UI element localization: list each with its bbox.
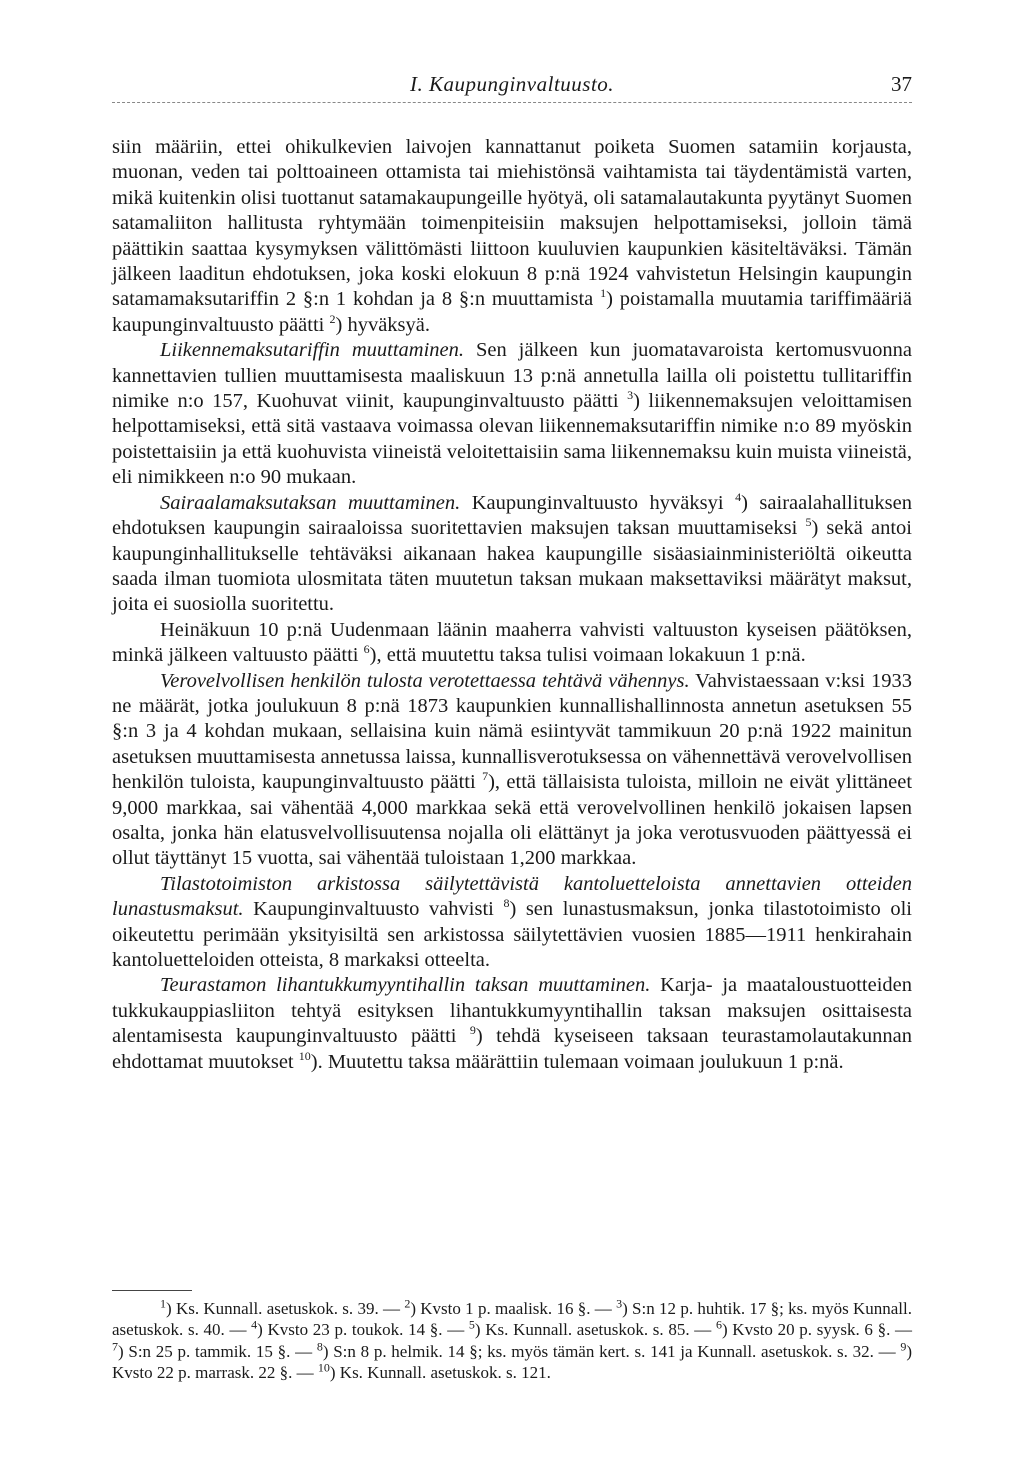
paragraph [112,135,912,338]
footnote-ref: 5 [805,515,812,530]
text-run: ) sairaalahallituksen ehdotuksen kaupungin sairaaloissa suoritettavien maksujen taksan muuttamiseksi [112,491,912,540]
text-run: ) poistamalla muutamia tariffimääriä kaupunginvaltuusto päätti [112,288,912,336]
text-run: ), että muutettu taksa tulisi voimaan lokakuun 1 p:nä. [369,644,806,667]
text-run: ) Kvsto 23 p. toukok. 14 §. — [257,1320,469,1340]
footnote-ref: 8 [316,1339,323,1354]
text-run: ) Ks. Kunnall. asetuskok. s. 121. [329,1363,551,1383]
footnote-ref: 2 [404,1296,411,1311]
text-run: ) S:n 25 p. tammik. 15 §. — [118,1341,317,1361]
paragraph [112,338,912,490]
section-heading: Tilastotoimiston arkistossa säilytettävistä kantoluetteloista annettavien otteiden lunastusmaksut. [112,872,912,921]
section-heading: Sairaalamaksutaksan muuttaminen. [160,491,461,514]
footnote-ref: 7 [482,769,489,784]
text-run: Sen jälkeen kun juomatavaroista kertomusvuonna kannettavien tullien muuttamisesta maaliskuun 13 p:nä annetulla lailla oli poistettu tullitariffin nimike n:o 157, Kuohuvat viinit, kaupunginvaltuusto päätti [112,339,912,413]
text-run: Kaupunginvaltuusto hyväksyi [460,491,736,514]
footnote-ref: 5 [468,1317,475,1332]
text-run: siin määriin, ettei ohikulkevien laivojen kannattanut poiketa Suomen satamiin korjausta, muonan, veden tai polttoaineen ottamista tai miehistönsä vaihtamista tai täydentämistä varten, mikä kuitenkin olisi tuottanut satamakaupungeille hyötyä, oli satamalautakunta pyytänyt Suomen satamaliiton hallitusta ryhtymään toimenpiteisiin maksujen helpottamiseksi, jolloin tämä päättikin saattaa kysymyksen välittömästi liittoon kuuluvien kaupunkien käsiteltäväksi. Tämän jälkeen laaditun ehdotuksen, joka koski elokuun 8 p:nä 1924 vahvistetun Helsingin kaupungin satamamaksutariffin 2 §:n 1 kohdan ja 8 §:n muuttamista [112,136,912,311]
text-run: ) sen lunastusmaksun, jonka tilastotoimisto oli oikeutettu perimään yksityisiltä sen arkistossa säilytettävien vuosien 1885—1911 henkirahain kantoluetteloiden otteista, 8 markaksi otteelta. [112,898,912,971]
footnote-separator [112,1290,192,1291]
footnote-ref: 2 [329,312,336,327]
paragraph [112,618,912,669]
running-title: I. Kaupunginvaltuusto. [409,72,615,96]
footnotes [112,1298,912,1384]
text-run: Kaupunginvaltuusto vahvisti [243,898,504,921]
body-text [112,135,912,1075]
page-number: 37 [891,72,912,96]
footnote-ref: 6 [715,1317,722,1332]
footnote-ref: 3 [616,1296,623,1311]
text-run: ) tehdä kyseiseen taksaan teurastamolautakunnan ehdottamat muutokset [112,1025,913,1073]
footnote-ref: 9 [900,1339,907,1354]
footnote-ref: 7 [112,1339,118,1354]
section-heading: Verovelvollisen henkilön tulosta verotettaessa tehtävä vähennys. [160,669,690,692]
footnote-ref: 6 [363,642,370,657]
paragraph [112,669,912,872]
paragraph [112,872,912,974]
text-run: ) sekä antoi kaupunginhallitukselle tehtäväksi aikanaan hakea kaupungille sisäasiainministeriöltä oikeutta saada ilman tuomiota ulosmitata täten muutetun taksan mukaan maksettaviksi määrätyt maksut, joita ei suosiolla suoritettu. [112,517,912,616]
text-run: ). Muutettu taksa määrättiin tulemaan voimaan joulukuun 1 p:nä. [310,1050,844,1073]
text-run: ) Kvsto 1 p. maalisk. 16 §. — [410,1299,617,1318]
section-heading: Teurastamon lihantukkumyyntihallin taksan muuttaminen. [160,974,651,997]
footnote-ref: 1 [600,286,607,301]
footnote-ref: 9 [469,1023,476,1038]
text-run: ) Ks. Kunnall. asetuskok. s. 85. — [474,1320,716,1340]
text-run: Vahvistaessaan v:ksi 1933 ne määrät, jotka joulukuun 8 p:nä 1873 kaupunkien kunnallishallinnosta annetun asetuksen 55 §:n 3 ja 4 kohdan mukaan, sellaisina kuin nämä esiintyvät tammikuun 20 p:nä 1922 mainitun asetuksen muuttamisesta annetussa laissa, kunnallisverotuksessa on vähennettävä verovelvollisen henkilön tuloista, kaupunginvaltuusto päätti [112,669,912,794]
section-heading: Liikennemaksutariffin muuttaminen. [160,339,465,362]
text-run: ) Ks. Kunnall. asetuskok. s. 39. — [166,1299,405,1318]
footnote-ref: 10 [298,1048,311,1063]
text-run: Karja- ja maataloustuotteiden tukkukauppiasliiton tehtyä esityksen lihantukkumyyntihallin taksan maksujen osittaisesta alentamisesta kaupunginvaltuusto päätti [112,974,912,1048]
text-run: Heinäkuun 10 p:nä Uudenmaan läänin maaherra vahvisti valtuuston kyseisen päätöksen, minkä jälkeen valtuusto päätti [112,618,912,667]
text-run: ) Kvsto 20 p. syysk. 6 §. — [721,1320,913,1340]
text-run: ) Kvsto 22 p. marrask. 22 §. — [112,1341,913,1383]
text-run: ), että tällaisista tuloista, milloin ne eivät ylittäneet 9,000 markkaa, sai vähentää 4,000 markkaa sekä että verovelvollinen henkilö jokaisen lapsen osalta, jonka hän elatusvelvollisuutensa nojalla oli elättänyt ja joka verotusvuoden päättyessä ei ollut täyttänyt 15 vuotta, sai vähentää tuloistaan 1,200 markkaa. [112,771,913,870]
header-rule [112,102,912,103]
footnote-ref: 1 [160,1296,166,1311]
paragraph [112,973,912,1075]
text-run: ) S:n 8 p. helmik. 14 §; ks. myös tämän kert. s. 141 ja Kunnall. asetuskok. s. 32. — [322,1341,901,1361]
footnote-ref: 4 [735,489,742,504]
paragraph [112,491,912,618]
footnote-ref: 3 [627,388,634,403]
footnote-ref: 8 [503,896,510,911]
text-run: ) S:n 12 p. huhtik. 17 §; ks. myös Kunnall. asetuskok. s. 40. — [112,1299,912,1340]
text-run: ) liikennemaksujen veloittamisen helpottamiseksi, että sitä vastaava voimassa olevan liikennemaksutariffin nimike n:o 89 myöskin poistettaisiin ja että kuohuvista viineistä veloitettaisiin sama liikennemaksu kuin muista viineistä, eli nimikkeen n:o 90 mukaan. [112,390,912,489]
footnote-ref: 4 [251,1317,258,1332]
footnote-ref: 10 [317,1360,330,1375]
page-header [112,72,912,108]
text-run: ) hyväksyä. [335,313,431,336]
